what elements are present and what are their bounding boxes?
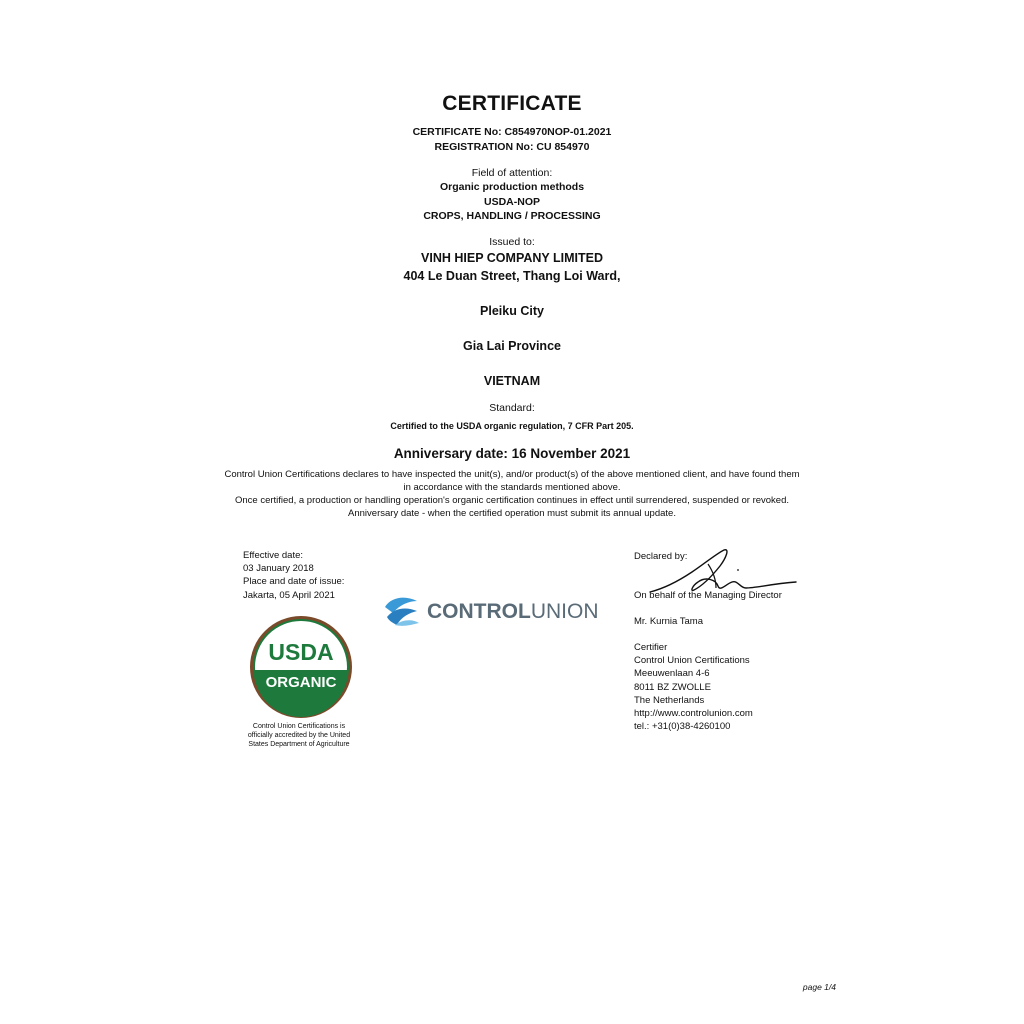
page-number: page 1/4 (802, 982, 836, 992)
field-line-3: CROPS, HANDLING / PROCESSING (423, 210, 601, 222)
certifier-line: Certifier (634, 642, 668, 653)
declaration-line: in accordance with the standards mentioned above. (403, 482, 621, 493)
company-city: Pleiku City (480, 304, 544, 318)
company-province: Gia Lai Province (463, 339, 561, 353)
certifier-line: 8011 BZ ZWOLLE (634, 681, 711, 693)
certifier-phone: tel.: +31(0)38-4260100 (634, 721, 731, 733)
standard-label: Standard: (489, 402, 535, 414)
control-union-logo (383, 593, 598, 629)
declaration-line: Anniversary date - when the certified operation must submit its annual update. (348, 508, 676, 519)
logo-light-text: UNION (530, 600, 598, 623)
certificate-title: CERTIFICATE (442, 92, 582, 115)
certifier-line: Control Union Certifications (634, 655, 750, 667)
declaration-line: Control Union Certifications declares to have inspected the unit(s), and/or product(s) of the above mentioned client, and have found them (224, 469, 800, 480)
company-country: VIETNAM (483, 374, 541, 388)
certifier-address (634, 641, 753, 733)
certificate-number: CERTIFICATE No: C854970NOP-01.2021 (412, 126, 612, 138)
behalf-text: On behalf of the Managing Director (634, 590, 782, 601)
certifier-website[interactable]: http://www.controlunion.com (634, 708, 753, 720)
standard-text: Certified to the USDA organic regulation, 7 CFR Part 205. (390, 421, 634, 431)
registration-number: REGISTRATION No: CU 854970 (434, 141, 590, 153)
effective-label: Effective date: (243, 550, 304, 561)
certifier-line: The Netherlands (634, 694, 705, 706)
declared-label: Declared by: (634, 551, 688, 562)
seal-bottom-text: ORGANIC (265, 674, 337, 691)
declaration-paragraph (150, 468, 874, 520)
field-line-2: USDA-NOP (483, 196, 540, 208)
seal-caption-line: officially accredited by the United (247, 732, 351, 739)
svg-text:CONTROLUNION (427, 600, 598, 623)
seal-top-text: USDA (268, 639, 334, 665)
company-street: 404 Le Duan Street, Thang Loi Ward, (403, 269, 621, 283)
company-name: VINH HIEP COMPANY LIMITED (421, 251, 603, 265)
issue-info (243, 549, 344, 602)
usda-organic-seal (248, 614, 354, 720)
seal-caption-line: Control Union Certifications is (252, 723, 346, 730)
place-date: Jakarta, 05 April 2021 (243, 589, 335, 601)
effective-date: 03 January 2018 (243, 563, 314, 575)
issued-label: Issued to: (489, 236, 535, 248)
signatory-name: Mr. Kurnia Tama (634, 616, 703, 627)
field-label: Field of attention: (471, 167, 553, 179)
seal-caption (236, 722, 362, 749)
place-label: Place and date of issue: (243, 576, 345, 588)
anniversary-date: Anniversary date: 16 November 2021 (393, 446, 631, 461)
field-line-1: Organic production methods (439, 181, 585, 193)
seal-caption-line: States Department of Agriculture (248, 741, 350, 748)
logo-bold-text: CONTROL (427, 600, 531, 623)
declaration-line: Once certified, a production or handling operation's organic certification continues in effect until surrendered, suspended or revoked. (234, 495, 790, 506)
control-union-wave-icon (385, 598, 419, 626)
certifier-line: Meeuwenlaan 4-6 (634, 668, 710, 680)
